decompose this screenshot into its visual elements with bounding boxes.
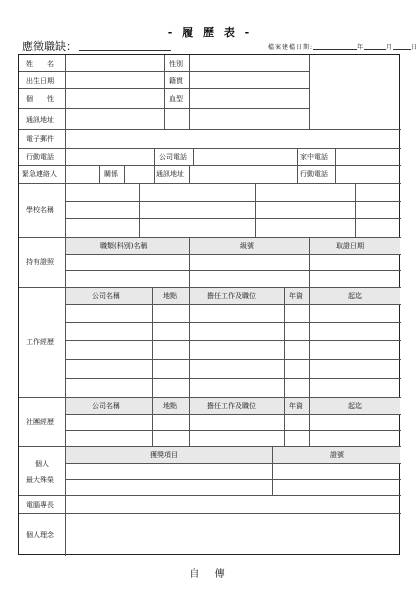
gender-label: 性別 bbox=[169, 60, 183, 68]
row-line bbox=[19, 495, 401, 496]
col-line bbox=[309, 287, 310, 446]
club-header-company: 公司名稱 bbox=[92, 402, 120, 410]
row-line bbox=[65, 479, 401, 480]
relation-label: 關係 bbox=[104, 170, 118, 178]
award-header-band bbox=[65, 447, 400, 463]
col-line bbox=[284, 287, 285, 446]
col-line bbox=[189, 237, 190, 287]
cert-header-level: 級號 bbox=[240, 242, 254, 250]
cert-header-name: 職類(科別)名稱 bbox=[100, 242, 148, 250]
row-line bbox=[19, 129, 401, 130]
native-place-label: 籍貫 bbox=[169, 77, 183, 85]
row-line bbox=[65, 201, 401, 202]
day-label: 日 bbox=[411, 44, 419, 51]
blood-type-label: 血型 bbox=[169, 95, 183, 103]
personality-label: 個 性 bbox=[26, 95, 54, 103]
row-line bbox=[65, 304, 401, 305]
computer-label: 電腦專長 bbox=[26, 501, 54, 509]
work-header-location: 地點 bbox=[163, 292, 177, 300]
birthdate-label: 出生日期 bbox=[26, 77, 54, 85]
applied-position bbox=[22, 38, 171, 54]
col-line bbox=[164, 55, 165, 129]
club-header-period: 起迄 bbox=[348, 402, 362, 410]
row-line bbox=[65, 322, 401, 323]
col-line bbox=[193, 148, 194, 165]
month-label: 月 bbox=[386, 44, 394, 51]
contact-mobile-label: 行動電話 bbox=[300, 170, 328, 178]
col-line bbox=[189, 287, 190, 446]
file-date bbox=[268, 42, 418, 51]
page-title: - 履 歷 表 - bbox=[167, 26, 253, 39]
col-line bbox=[255, 183, 256, 237]
club-header-position: 擔任工作及職位 bbox=[207, 402, 256, 410]
school-label: 學校名稱 bbox=[26, 206, 54, 214]
philosophy-label: 個人理念 bbox=[26, 531, 54, 539]
row-line bbox=[19, 237, 401, 238]
resume-form bbox=[18, 54, 400, 555]
row-line bbox=[65, 359, 401, 360]
row-line bbox=[65, 254, 401, 255]
contact-address-label: 通訊地址 bbox=[156, 170, 184, 178]
row-line bbox=[19, 183, 401, 184]
file-date-month-field[interactable] bbox=[364, 43, 386, 50]
work-header-years: 年資 bbox=[289, 292, 303, 300]
emergency-contact-label: 緊急連絡人 bbox=[22, 170, 57, 178]
certs-label: 持有證照 bbox=[26, 258, 54, 266]
row-line bbox=[19, 287, 401, 288]
row-line bbox=[19, 397, 401, 398]
col-line bbox=[65, 55, 66, 556]
row-line bbox=[19, 446, 401, 447]
col-line bbox=[124, 165, 125, 183]
row-line bbox=[19, 165, 401, 166]
col-line bbox=[139, 183, 140, 237]
row-line bbox=[65, 378, 401, 379]
file-date-day-field[interactable] bbox=[393, 43, 411, 50]
company-phone-label: 公司電話 bbox=[159, 153, 187, 161]
row-line bbox=[65, 414, 401, 415]
col-line bbox=[309, 237, 310, 287]
award-header-item: 獲獎項目 bbox=[150, 451, 178, 459]
year-label: 年 bbox=[357, 44, 365, 51]
applied-position-label: 應徵職缺： bbox=[22, 40, 77, 53]
award-header-number: 證號 bbox=[330, 451, 344, 459]
col-line bbox=[355, 183, 356, 237]
name-label: 姓 名 bbox=[26, 60, 54, 68]
home-phone-label: 家中電話 bbox=[300, 153, 328, 161]
file-date-label: 檔案建檔日期: bbox=[268, 44, 314, 51]
club-label: 社團經歷 bbox=[26, 418, 54, 426]
awards-label-line2: 最大殊榮 bbox=[26, 476, 54, 484]
col-line bbox=[189, 165, 190, 183]
club-header-years: 年資 bbox=[289, 402, 303, 410]
file-date-year-field[interactable] bbox=[313, 43, 357, 50]
col-line bbox=[99, 165, 100, 183]
row-line bbox=[65, 463, 401, 464]
col-line bbox=[297, 148, 298, 183]
col-line bbox=[272, 446, 273, 495]
col-line bbox=[335, 148, 336, 183]
email-label: 電子郵件 bbox=[26, 135, 54, 143]
row-line bbox=[65, 430, 401, 431]
work-header-position: 擔任工作及職位 bbox=[207, 292, 256, 300]
club-header-location: 地點 bbox=[163, 402, 177, 410]
row-line bbox=[65, 340, 401, 341]
autobiography-heading: 自 傳 bbox=[189, 569, 231, 580]
awards-label-line1: 個人 bbox=[35, 460, 49, 468]
work-label: 工作經歷 bbox=[26, 338, 54, 346]
work-header-company: 公司名稱 bbox=[92, 292, 120, 300]
row-line bbox=[65, 270, 401, 271]
address-label: 通訊地址 bbox=[26, 116, 54, 124]
mobile-label: 行動電話 bbox=[26, 153, 54, 161]
row-line bbox=[19, 148, 401, 149]
col-line bbox=[189, 55, 190, 129]
col-line bbox=[154, 148, 155, 183]
row-line bbox=[65, 218, 401, 219]
col-line bbox=[309, 55, 310, 129]
applied-position-field[interactable] bbox=[79, 41, 171, 51]
work-header-period: 起迄 bbox=[348, 292, 362, 300]
col-line bbox=[152, 287, 153, 446]
row-line bbox=[19, 513, 401, 514]
cert-header-date: 取證日期 bbox=[336, 242, 364, 250]
